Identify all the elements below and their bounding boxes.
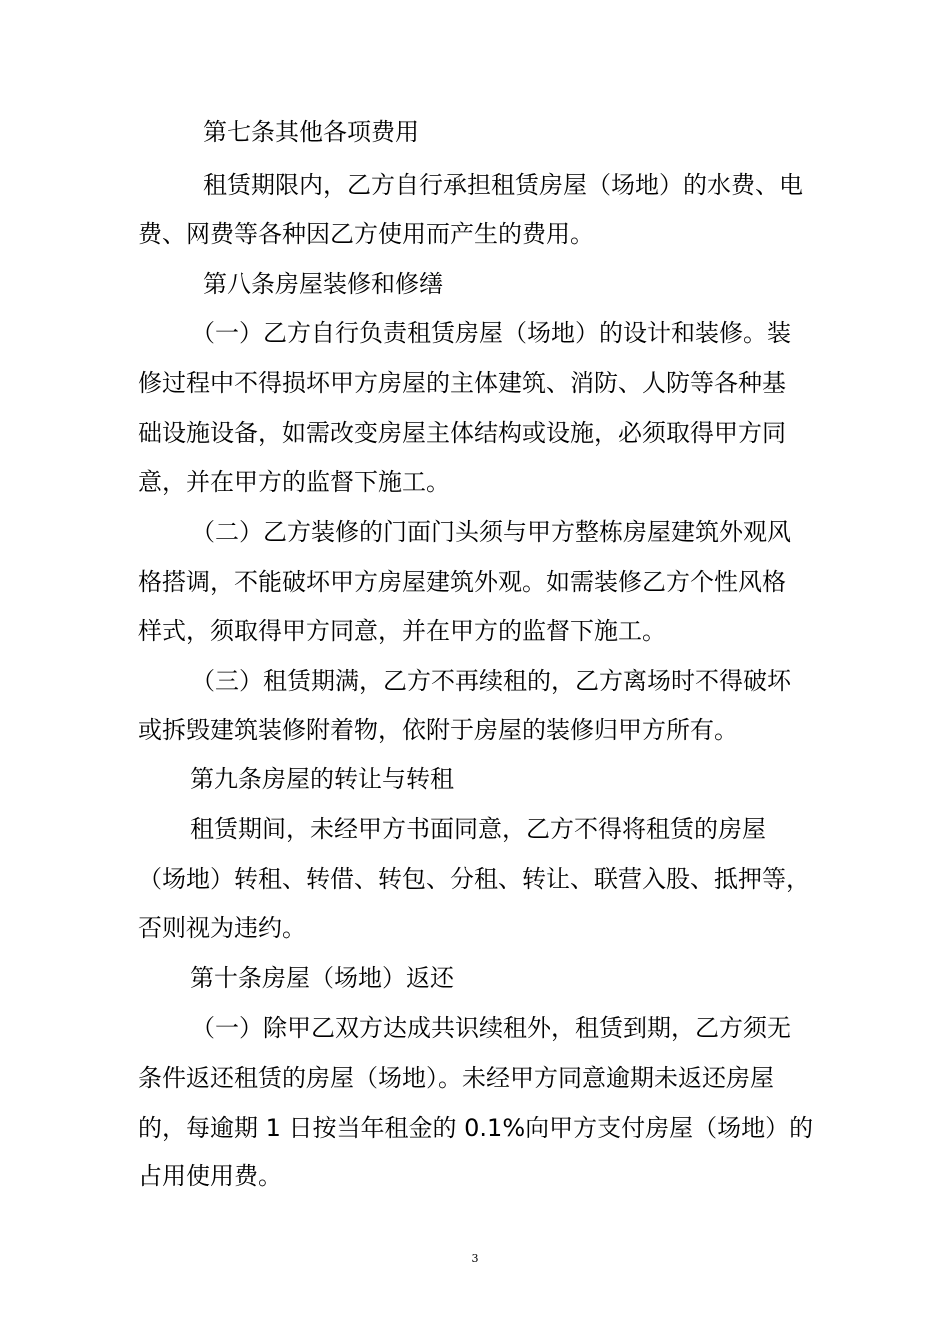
paragraph-line: （三）租赁期满，乙方不再续租的，乙方离场时不得破坏 [191,667,791,695]
page-number: 3 [471,1252,479,1265]
paragraph-line: （二）乙方装修的门面门头须与甲方整栋房屋建筑外观风 [191,518,791,546]
heading-article-10: 第十条房屋（场地）返还 [190,964,454,992]
paragraph-line: （场地）转租、转借、转包、分租、转让、联营入股、抵押等， [138,865,810,893]
paragraph-line: 或拆毁建筑装修附着物，依附于房屋的装修归甲方所有。 [138,716,738,744]
paragraph-line: 意，并在甲方的监督下施工。 [138,468,450,496]
paragraph-line: 租赁期间，未经甲方书面同意，乙方不得将租赁的房屋 [190,815,766,843]
heading-article-8: 第八条房屋装修和修缮 [203,270,443,298]
heading-article-9: 第九条房屋的转让与转租 [190,765,454,793]
paragraph-line: 样式，须取得甲方同意，并在甲方的监督下施工。 [138,617,666,645]
paragraph-line: 占用使用费。 [138,1162,282,1190]
paragraph-line: （一）乙方自行负责租赁房屋（场地）的设计和装修。装 [191,319,791,347]
paragraph-line: 的，每逾期 1 日按当年租金的 0.1%向甲方支付房屋（场地）的 [138,1114,814,1142]
paragraph-line: 础设施设备，如需改变房屋主体结构或设施，必须取得甲方同 [138,419,786,447]
paragraph-line: 格搭调，不能破坏甲方房屋建筑外观。如需装修乙方个性风格 [138,568,786,596]
heading-article-7: 第七条其他各项费用 [203,118,419,146]
paragraph-line: （一）除甲乙双方达成共识续租外，租赁到期，乙方须无 [191,1014,791,1042]
paragraph-line: 费、网费等各种因乙方使用而产生的费用。 [138,220,594,248]
paragraph-line: 租赁期限内，乙方自行承担租赁房屋（场地）的水费、电 [203,171,803,199]
paragraph-line: 修过程中不得损坏甲方房屋的主体建筑、消防、人防等各种基 [138,369,786,397]
paragraph-line: 否则视为违约。 [138,914,306,942]
paragraph-line: 条件返还租赁的房屋（场地）。未经甲方同意逾期未返还房屋 [138,1064,774,1092]
